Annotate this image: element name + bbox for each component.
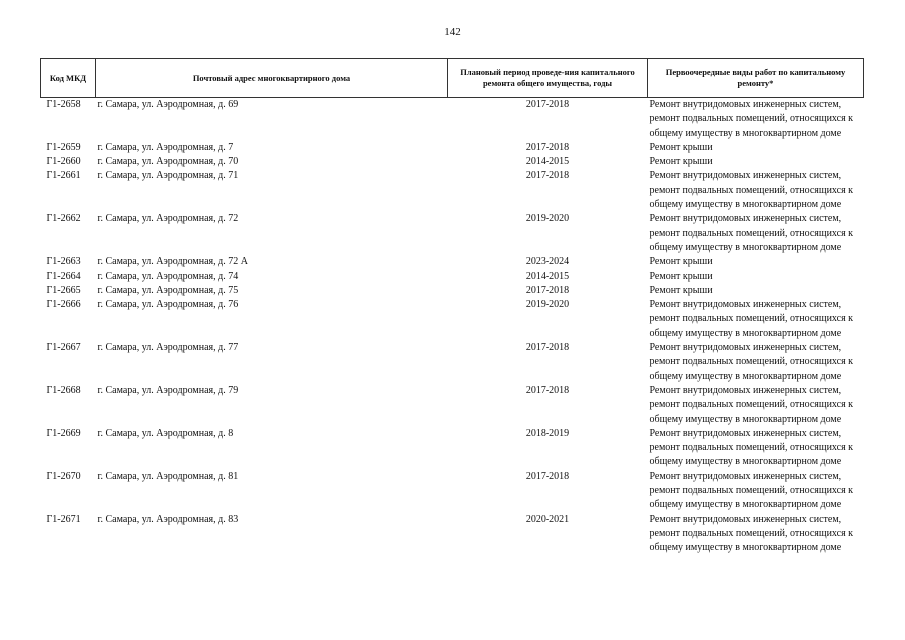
row-works: Ремонт внутридомовых инженерных систем, ремонт подвальных помещений, относящихся к общему имуществу в многоквартирном доме [649,427,854,468]
table-row [41,298,864,341]
row-period: 2017-2018 [525,170,570,182]
row-period: 2019-2020 [525,299,570,311]
row-code: Г1-2662 [46,213,81,225]
table-body [41,98,864,556]
row-period: 2017-2018 [525,99,570,110]
row-address: г. Самара, ул. Аэродромная, д. 70 [97,156,239,168]
table-row [41,141,864,155]
header-works: Первоочередные виды работ по капитальному ремонту* [648,59,864,98]
row-address: г. Самара, ул. Аэродромная, д. 74 [97,270,239,282]
row-code: Г1-2660 [46,156,81,168]
row-code: Г1-2664 [46,270,81,282]
row-address: г. Самара, ул. Аэродромная, д. 72 [97,213,239,225]
row-code: Г1-2665 [46,284,81,296]
table-row [41,470,864,513]
row-address: г. Самара, ул. Аэродромная, д. 8 [97,427,234,439]
table-header [41,59,864,98]
row-works: Ремонт внутридомовых инженерных систем, ремонт подвальных помещений, относящихся к общему имуществу в многоквартирном доме [649,99,854,139]
row-address: г. Самара, ул. Аэродромная, д. 81 [97,470,239,482]
row-code: Г1-2659 [46,141,81,153]
row-address: г. Самара, ул. Аэродромная, д. 75 [97,284,239,296]
header-period: Плановый период проведе-ния капитального ремонта общего имущества, годы [448,59,648,98]
row-works: Ремонт крыши [649,141,713,153]
row-works: Ремонт внутридомовых инженерных систем, ремонт подвальных помещений, относящихся к общему имуществу в многоквартирном доме [649,213,854,253]
row-period: 2017-2018 [525,284,570,296]
table-row [41,284,864,298]
row-period: 2014-2015 [525,270,570,282]
row-period: 2014-2015 [525,156,570,168]
row-works: Ремонт внутридомовых инженерных систем, ремонт подвальных помещений, относящихся к общему имуществу в многоквартирном доме [649,384,854,425]
table-row [41,212,864,255]
row-code: Г1-2669 [46,427,81,439]
table-row [41,427,864,470]
row-period: 2017-2018 [525,342,570,354]
row-works: Ремонт внутридомовых инженерных систем, ремонт подвальных помещений, относящихся к общему имуществу в многоквартирном доме [649,170,854,211]
row-works: Ремонт внутридомовых инженерных систем, ремонт подвальных помещений, относящихся к общему имуществу в многоквартирном доме [649,470,854,511]
page-number: 142 [444,26,461,38]
row-code: Г1-2667 [46,342,81,354]
row-address: г. Самара, ул. Аэродромная, д. 71 [97,170,239,182]
row-works: Ремонт внутридомовых инженерных систем, ремонт подвальных помещений, относящихся к общему имуществу в многоквартирном доме [649,342,854,382]
table-row [41,513,864,556]
row-address: г. Самара, ул. Аэродромная, д. 76 [97,299,239,311]
row-works: Ремонт крыши [649,256,713,268]
table-row [41,255,864,269]
row-works: Ремонт крыши [649,284,713,296]
row-works: Ремонт крыши [649,156,713,168]
row-works: Ремонт внутридомовых инженерных систем, ремонт подвальных помещений, относящихся к общему имуществу в многоквартирном доме [649,513,854,554]
table-row [41,155,864,169]
row-code: Г1-2671 [46,513,81,525]
row-period: 2017-2018 [525,384,570,396]
row-address: г. Самара, ул. Аэродромная, д. 79 [97,384,239,396]
table-row [41,98,864,141]
header-address: Почтовый адрес многоквартирного дома [96,59,448,98]
table-row [41,270,864,284]
table-row [41,169,864,212]
table-row [41,341,864,384]
row-period: 2017-2018 [525,141,570,153]
row-code: Г1-2661 [46,170,81,182]
row-period: 2020-2021 [525,513,570,525]
row-period: 2019-2020 [525,213,570,225]
header-code: Код МКД [41,59,96,98]
row-address: г. Самара, ул. Аэродромная, д. 69 [97,99,239,110]
row-works: Ремонт внутридомовых инженерных систем, ремонт подвальных помещений, относящихся к общему имуществу в многоквартирном доме [649,299,854,339]
row-works: Ремонт крыши [649,270,713,282]
row-code: Г1-2668 [46,384,81,396]
row-code: Г1-2670 [46,470,81,482]
row-code: Г1-2666 [46,299,81,311]
row-period: 2018-2019 [525,427,570,439]
row-address: г. Самара, ул. Аэродромная, д. 72 А [97,256,248,268]
row-address: г. Самара, ул. Аэродромная, д. 83 [97,513,239,525]
row-period: 2023-2024 [525,256,570,268]
row-code: Г1-2658 [46,99,81,110]
registry-table [40,58,864,556]
row-code: Г1-2663 [46,256,81,268]
table-row [41,384,864,427]
row-period: 2017-2018 [525,470,570,482]
row-address: г. Самара, ул. Аэродромная, д. 77 [97,342,239,354]
row-address: г. Самара, ул. Аэродромная, д. 7 [97,141,234,153]
